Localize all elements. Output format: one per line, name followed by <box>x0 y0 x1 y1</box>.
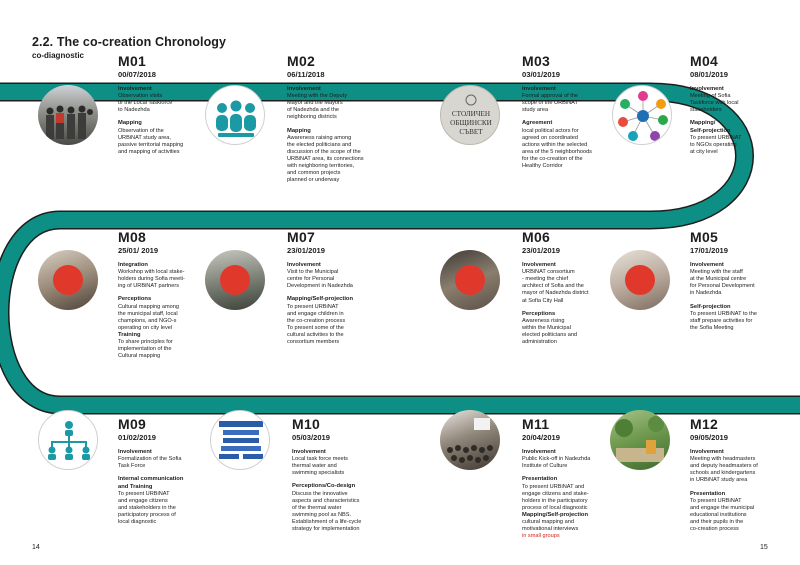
section-text-line: within the Municipal <box>522 324 571 331</box>
section-heading: Involvement <box>690 262 724 268</box>
section-text-line: participatory process of <box>118 512 176 519</box>
section-text-line: Local task force meets <box>292 456 348 463</box>
section-text-line: Formal approval of the <box>522 93 578 100</box>
section-text-line: swimming pool as NBS. <box>292 511 352 518</box>
section-text-line: To present URBiNAT <box>287 303 339 310</box>
milestone-card-m10 <box>292 417 462 533</box>
section-text-line: cultural activities to the <box>287 332 344 339</box>
milestone-date: 20/04/2019 <box>522 433 561 442</box>
section-text-line: area of the 5 neighborhoods <box>522 148 592 155</box>
section-heading: Involvement <box>287 262 321 268</box>
section-heading: Perceptions <box>522 310 556 317</box>
milestone-date: 05/03/2019 <box>292 433 331 442</box>
section-text-line: neighboring districts <box>287 114 337 121</box>
sign-line-3: СЪВЕТ <box>459 128 483 136</box>
org-chart-icon <box>39 411 98 470</box>
milestone-id: M07 <box>287 229 316 245</box>
section-text-line: Awareness rising <box>522 317 565 324</box>
photo-m01 <box>38 85 98 145</box>
page-number-right: 15 <box>760 544 768 551</box>
section-text-line: for Personal Development <box>690 283 755 290</box>
section-heading: Involvement <box>690 449 724 455</box>
section-text-line: of the thermal water <box>292 504 342 511</box>
milestone-date: 25/01/ 2019 <box>118 246 159 255</box>
section-text-line: swimming specialists <box>292 470 345 477</box>
section-text-line: Meeting with the staff <box>690 269 743 276</box>
section-text-line: Meeting with headmasters <box>690 456 756 463</box>
section-text-line: passive territorial mapping <box>118 141 184 148</box>
section-text-line: Cultural mapping <box>118 353 161 360</box>
section-text-line: Establishment of a life-cycle <box>292 519 362 526</box>
section-heading: Mapping <box>118 120 142 127</box>
section-text-line: To present URBiNAT to the <box>690 310 757 317</box>
section-text-line: and engage citizens <box>118 497 168 504</box>
section-heading: Presentation <box>690 490 726 497</box>
section-text-line: at Sofia City Hall <box>522 297 564 304</box>
section-text-line: elected politicians and <box>522 332 578 339</box>
section-heading: Presentation <box>522 476 558 483</box>
section-text-line: Development in Nadezhda <box>287 283 353 290</box>
section-text-line: the municipal staff, local <box>118 310 178 317</box>
page-title: 2.2. The co-creation Chronology <box>32 35 227 49</box>
milestone-id: M10 <box>292 416 321 432</box>
section-text-line: Healthy Corridor <box>522 163 563 170</box>
section-text-line: planned or underway <box>287 177 340 184</box>
section-text-line: co-creation process <box>690 526 739 533</box>
section-heading: Integration <box>118 262 148 268</box>
milestone-card-m02 <box>287 54 457 184</box>
section-text-line: and engage children in <box>287 310 344 317</box>
section-text-line: Awareness raising among <box>287 134 352 141</box>
milestone-id: M06 <box>522 229 551 245</box>
section-text-line: Meeting with the Deputy <box>287 93 348 100</box>
section-text-line: Mayor and the Mayors <box>287 100 343 107</box>
section-text-line: and their pupils in the <box>690 519 744 526</box>
section-text-line: Meeting of Sofia <box>690 93 731 100</box>
milestone-card-m06 <box>522 230 692 346</box>
section-text-line: To present some of the <box>287 324 344 331</box>
section-text-line: Institute of Culture <box>522 463 568 470</box>
section-text-line: Formalization of the Sofia <box>118 456 182 463</box>
milestone-id: M05 <box>690 229 719 245</box>
section-heading: Self-projection <box>690 303 731 310</box>
section-text-line: To present URBiNAT <box>118 490 170 497</box>
section-heading: Mapping/Self-projection <box>522 511 589 518</box>
section-text-line: Observation visits <box>118 93 163 100</box>
milestone-date: 09/05/2019 <box>690 433 729 442</box>
section-text-line: engage citizens and stake- <box>522 490 589 497</box>
milestone-date: 06/11/2018 <box>287 70 325 79</box>
section-heading: and Training <box>118 483 153 490</box>
milestone-card-m09 <box>118 417 288 526</box>
section-text-line: champions, and NGO-s <box>118 317 177 324</box>
milestone-date: 01/02/2019 <box>118 433 157 442</box>
section-text-line: with neighboring territories, <box>287 163 355 170</box>
milestone-date: 08/01/2019 <box>690 70 729 79</box>
section-heading: Involvement <box>522 262 556 268</box>
milestone-id: M02 <box>287 53 316 69</box>
milestone-id: M04 <box>690 53 719 69</box>
section-text-line: administration <box>522 339 557 346</box>
milestone-id: M12 <box>690 416 719 432</box>
section-heading: Involvement <box>292 449 326 455</box>
section-text-line: URBiNAT study area, <box>118 134 171 141</box>
milestone-id: M08 <box>118 229 147 245</box>
section-text-line: and common projects <box>287 170 341 177</box>
section-text-line: Visit to the Municipal <box>287 269 339 276</box>
section-text-line: staff prepare activities for <box>690 317 753 324</box>
sign-line-1: СТОЛИЧЕН <box>451 110 491 118</box>
section-text-line: at the Municipal centre <box>690 276 747 283</box>
section-heading: Involvement <box>522 86 556 92</box>
section-text-line: thermal water and <box>292 463 337 470</box>
section-heading: Involvement <box>118 449 152 455</box>
section-text-line: stakeholders <box>690 107 722 114</box>
section-text-line: holders during Sofia meeti- <box>118 276 185 283</box>
section-text-line: implementation of the <box>118 346 172 353</box>
section-text-line: schools and kindergartens <box>690 470 756 477</box>
section-text-line: to NGOs operating <box>690 141 737 148</box>
section-text-line: and mapping of activities <box>118 148 180 155</box>
milestone-date: 03/01/2019 <box>522 70 561 79</box>
section-heading: Involvement <box>522 449 556 455</box>
section-text-line: centre for Personal <box>287 276 335 283</box>
milestone-card-m01 <box>118 54 288 156</box>
section-text-line: for the co-creation of the <box>522 156 583 163</box>
section-text-line: Observation of the <box>118 127 164 134</box>
section-heading: Involvement <box>690 86 724 92</box>
section-text-line: holders in the participatory <box>522 497 588 504</box>
section-text-line: motivational interviews <box>522 526 579 533</box>
milestone-card-m12 <box>690 417 795 533</box>
milestone-card-m05 <box>690 230 795 332</box>
section-text-line: Discuss the innovative <box>292 490 348 497</box>
section-text-line: To present URBiNAT <box>690 497 742 504</box>
milestone-card-m03 <box>522 54 692 170</box>
section-text-line: local political actors for <box>522 127 579 134</box>
section-text-line: in URBiNAT study area <box>690 477 748 484</box>
section-text-line: Task Force <box>118 463 146 470</box>
red-marker <box>53 265 83 295</box>
section-text-line: at city level <box>690 149 718 156</box>
section-text-line: Taskforce with local <box>690 100 739 107</box>
section-text-line: local diagnostic <box>118 519 157 526</box>
page-number-left: 14 <box>32 544 40 551</box>
section-heading: Perceptions <box>118 296 152 303</box>
milestone-id: M11 <box>522 416 550 432</box>
milestone-id: M01 <box>118 53 147 69</box>
milestone-card-m04 <box>690 54 795 156</box>
section-text-line: URBiNAT consortium <box>522 269 575 276</box>
section-heading: Agreement <box>522 120 553 127</box>
milestone-date: 00/07/2018 <box>118 70 157 79</box>
milestone-card-m07 <box>287 230 457 346</box>
section-text-line: cultural mapping and <box>522 519 574 526</box>
milestone-id: M03 <box>522 53 551 69</box>
section-text-line: discussion of the scope of the <box>287 148 361 155</box>
section-text-line: the Sofia Meeting <box>690 324 734 331</box>
section-text-line: ing of URBiNAT partners <box>118 283 180 290</box>
section-text-line: actions within the selected <box>522 141 588 148</box>
page-subtitle: co-diagnostic <box>32 51 85 60</box>
section-text-line: mayor of Nadezhda district <box>522 290 589 297</box>
section-text-line: and stakeholders in the <box>118 504 176 511</box>
section-text-line: To share principles for <box>118 339 173 346</box>
section-text-line: in Nadezhda <box>690 290 722 297</box>
section-text-line: of Nadezhda and the <box>287 107 339 114</box>
section-text-line: operating on city level <box>118 324 173 331</box>
section-text-line: of the Local Taskforce <box>118 100 173 107</box>
red-marker <box>455 265 485 295</box>
milestone-id: M09 <box>118 416 147 432</box>
section-text-line: Public Kick-off in Nadezhda <box>522 456 591 463</box>
section-text-line: process of local diagnostic <box>522 504 588 511</box>
photo-m08 <box>38 250 98 310</box>
section-heading: Mapping/ <box>690 120 716 127</box>
section-text-line: scope of the URBiNAT <box>522 100 578 107</box>
section-text-line: strategy for implementation <box>292 526 360 533</box>
section-text-line: educational institutions <box>690 511 747 518</box>
section-heading: Perceptions/Co-design <box>292 483 356 490</box>
section-text-line: Workshop with local stake- <box>118 269 185 276</box>
milestone-card-m08 <box>118 230 288 361</box>
section-heading: Involvement <box>287 86 321 92</box>
section-text-line: the co-creation process <box>287 317 346 324</box>
section-text-line: - meeting the chief <box>522 276 569 283</box>
group-photo-icon <box>38 85 98 145</box>
section-text-line: architect of Sofia and the <box>522 283 584 290</box>
section-text-line: to Nadezhda <box>118 107 150 114</box>
section-heading: Internal communication <box>118 476 184 483</box>
section-text-line: aspects and characteristics <box>292 497 360 504</box>
milestone-date: 23/01/2019 <box>522 246 561 255</box>
icon-m09 <box>38 410 98 470</box>
section-text-line: study area <box>522 107 549 114</box>
sign-line-2: ОБЩИНСКИ <box>450 119 492 127</box>
section-heading: Mapping/Self-projection <box>287 296 354 303</box>
section-text-line: and engage the municipal <box>690 504 755 511</box>
milestone-card-m11 <box>522 417 692 540</box>
section-text-line: Cultural mapping among <box>118 303 179 310</box>
section-text-line: URBiNAT area, its connections <box>287 156 364 163</box>
highlight-text-line: in small groups <box>522 533 560 540</box>
section-text-line: To present URBiNAT and <box>522 483 585 490</box>
milestone-date: 23/01/2019 <box>287 246 326 255</box>
section-heading: Self-projection <box>690 127 731 134</box>
section-text-line: and deputy headmasters of <box>690 463 758 470</box>
section-heading: Involvement <box>118 86 152 92</box>
section-heading: Training <box>118 332 141 339</box>
section-text-line: To present URBiNAT <box>690 134 742 141</box>
section-heading: Mapping <box>287 127 311 134</box>
section-text-line: agreed on coordinated <box>522 134 578 141</box>
section-text-line: the elected politicians and <box>287 141 352 148</box>
milestone-date: 17/01/2019 <box>690 246 729 255</box>
section-text-line: consortium members <box>287 339 340 346</box>
